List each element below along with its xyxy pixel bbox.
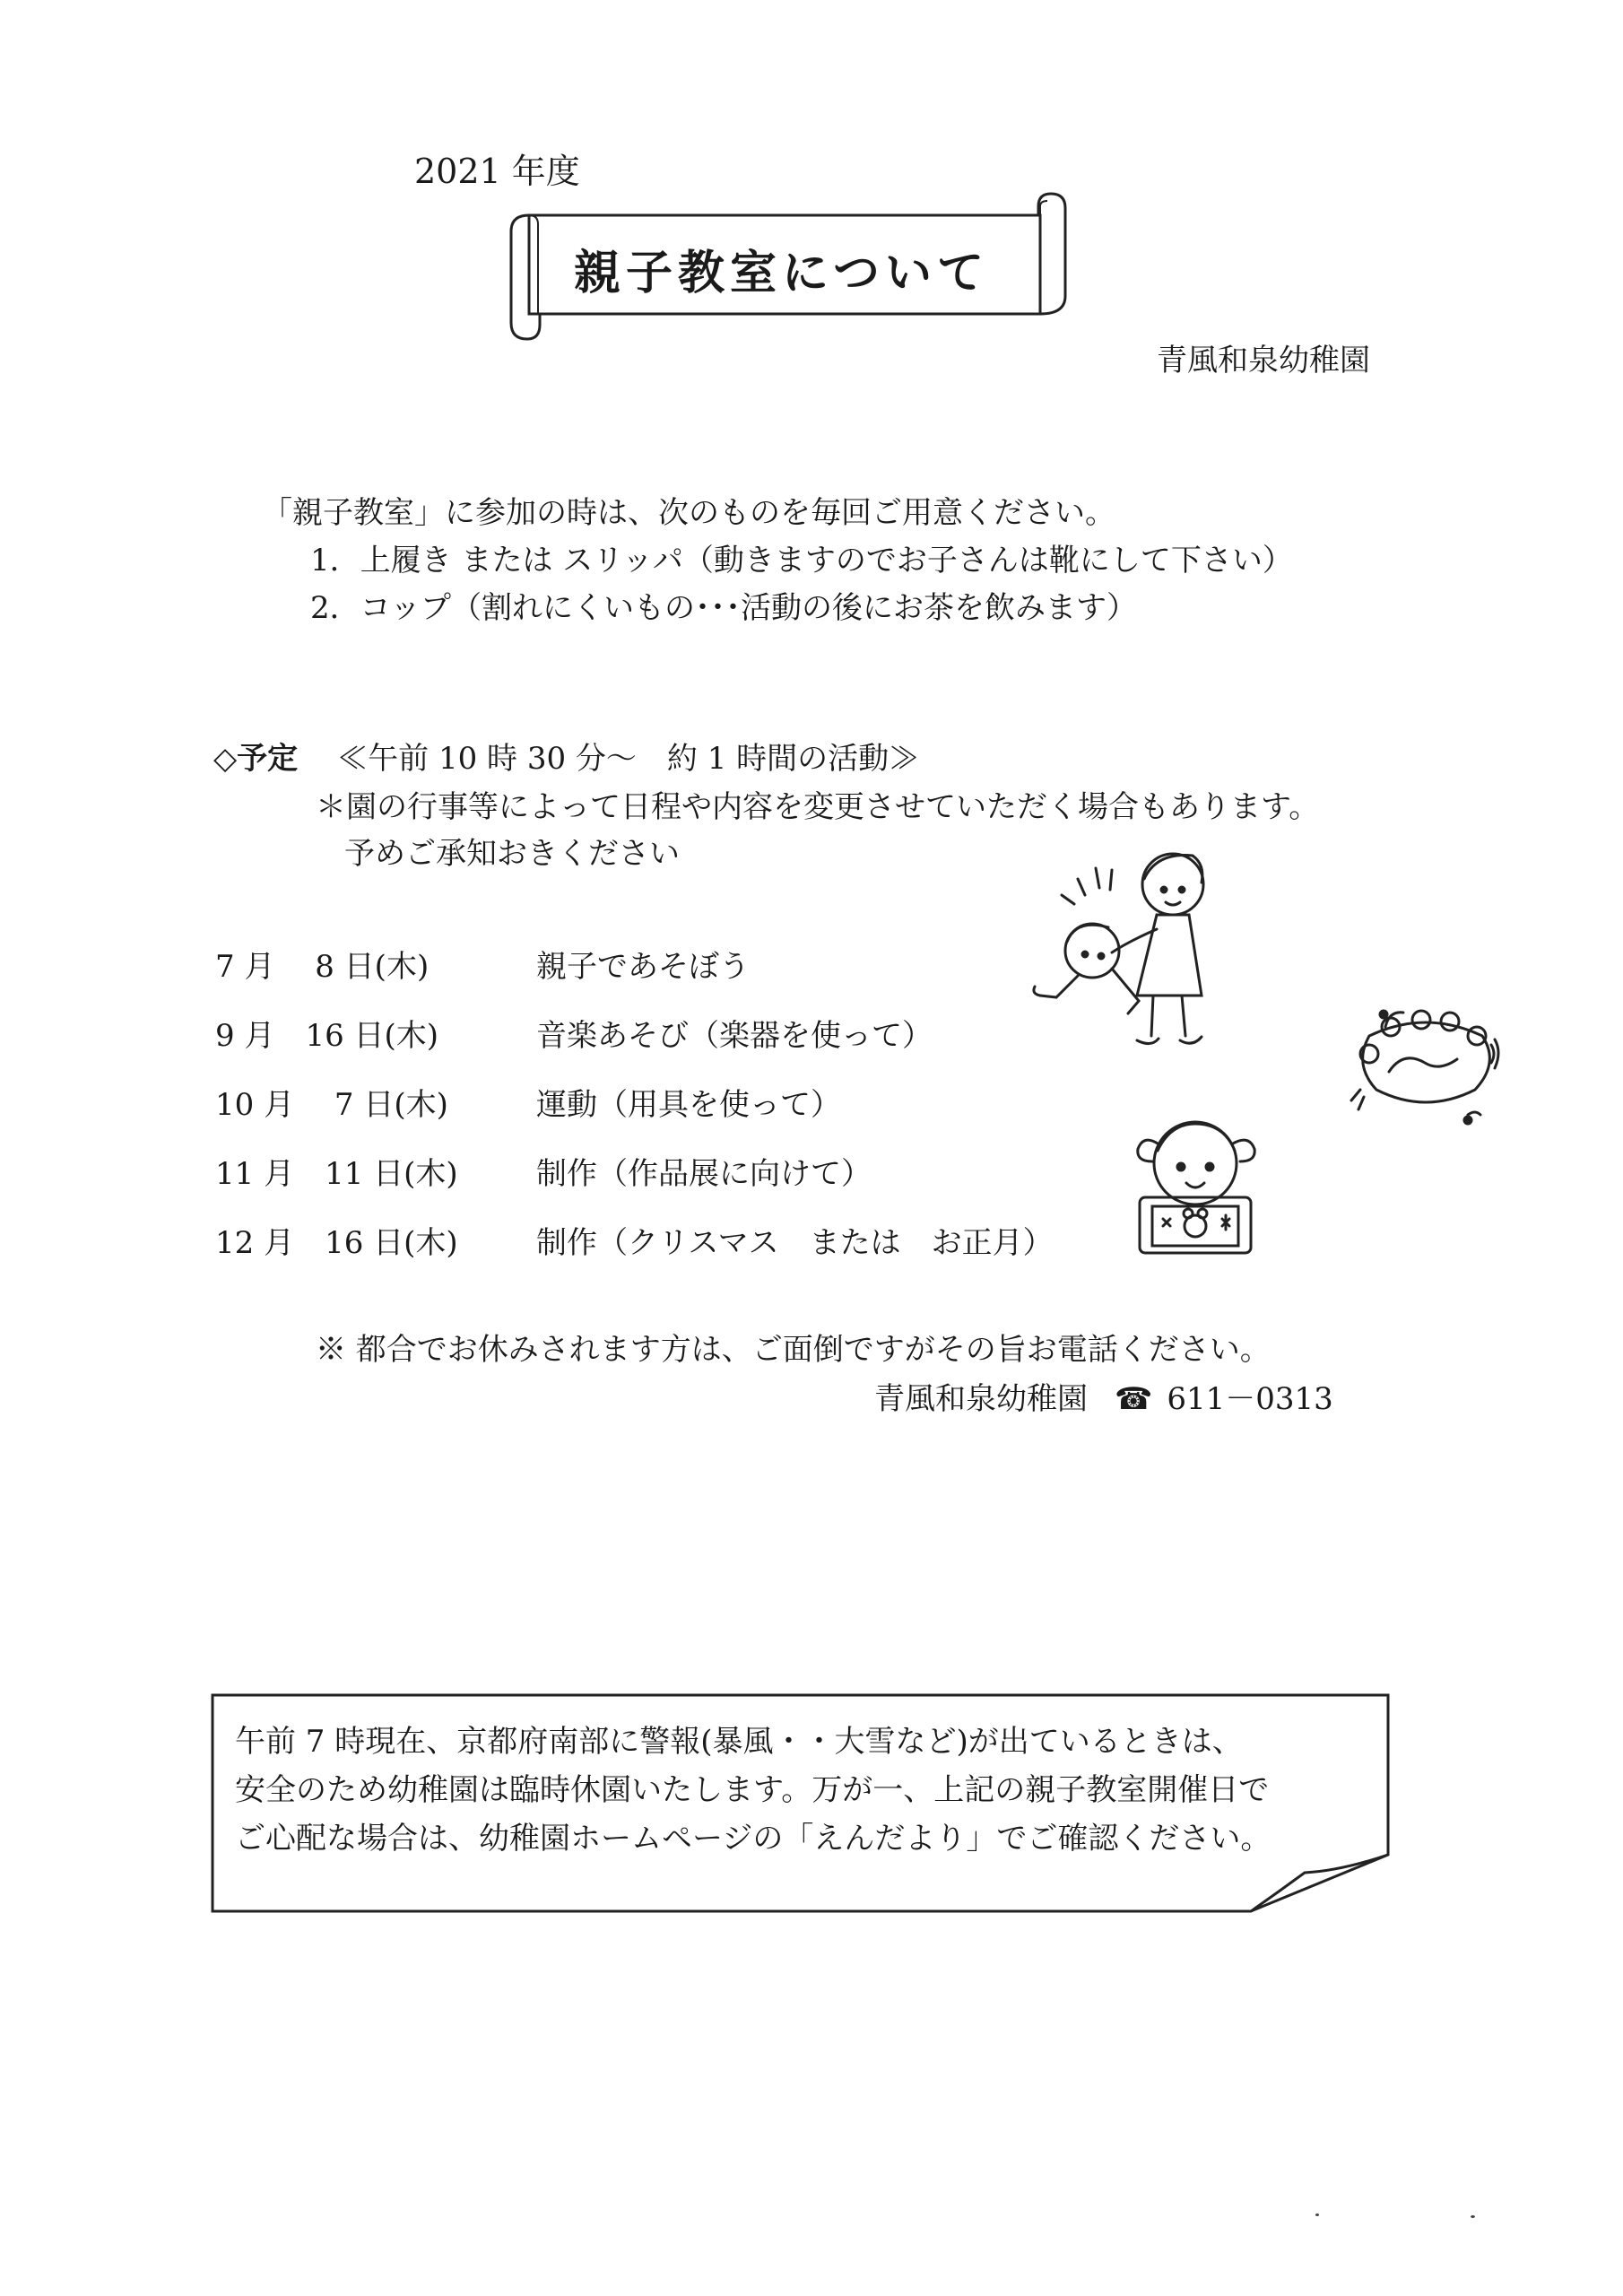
list-item: 2．コップ（割れにくいもの･･･活動の後にお茶を飲みます）	[310, 590, 1137, 626]
absence-note: ※ 都合でお休みされます方は、ご面倒ですがその旨お電話ください。	[316, 1332, 1271, 1368]
tambourine-illustration	[1350, 1000, 1502, 1130]
notice-text	[235, 1718, 1271, 1863]
schedule-heading	[213, 741, 919, 777]
page-title: 親子教室について	[574, 247, 989, 300]
contact-line	[874, 1381, 1333, 1417]
scan-speck	[1315, 2213, 1319, 2216]
children-playing-illustration	[1022, 843, 1246, 1063]
contact-organization: 青風和泉幼稚園	[874, 1381, 1088, 1417]
notice-line: 安全のため幼稚園は臨時休園いたします。万が一、上記の親子教室開催日で	[235, 1772, 1270, 1808]
schedule-date: 12 月 16 日(木)	[215, 1225, 458, 1261]
schedule-activity: 音楽あそび（楽器を使って）	[536, 1018, 933, 1054]
notice-line: 午前 7 時現在、京都府南部に警報(暴風・・大雪など)が出ているときは、	[235, 1724, 1243, 1760]
schedule-date: 9 月 16 日(木)	[215, 1018, 439, 1054]
schedule-activity: 親子であそぼう	[536, 949, 750, 985]
schedule-note: ＊園の行事等によって日程や内容を変更させていただく場合もあります。	[316, 789, 1320, 825]
fiscal-year: 2021 年度	[414, 152, 580, 191]
schedule-time: ≪午前 10 時 30 分～ 約 1 時間の活動≫	[337, 741, 920, 777]
schedule-date: 10 月 7 日(木)	[215, 1087, 448, 1123]
schedule-activity: 運動（用具を使って）	[536, 1087, 841, 1123]
phone-number: 611－0313	[1167, 1381, 1333, 1417]
scan-speck	[1471, 2215, 1475, 2218]
intro-text: 「親子教室」に参加の時は、次のものを毎回ご用意ください。	[262, 495, 1115, 531]
schedule-activity: 制作（作品展に向けて）	[536, 1156, 872, 1192]
schedule-date: 11 月 11 日(木)	[215, 1156, 458, 1192]
schedule-label: ◇予定	[213, 741, 299, 777]
schedule-note: 予めご承知おきください	[344, 836, 680, 872]
schedule-date: 7 月 8 日(木)	[215, 949, 430, 985]
organization-name: 青風和泉幼稚園	[1157, 343, 1370, 378]
list-item: 1．上履き または スリッパ（動きますのでお子さんは靴にして下さい）	[310, 543, 1293, 578]
child-with-picture-illustration	[1116, 1108, 1273, 1260]
phone-icon: ☎	[1115, 1381, 1153, 1417]
schedule-activity: 制作（クリスマス または お正月）	[536, 1225, 1054, 1261]
notice-line: ご心配な場合は、幼稚園ホームページの「えんだより」でご確認ください。	[235, 1821, 1271, 1857]
